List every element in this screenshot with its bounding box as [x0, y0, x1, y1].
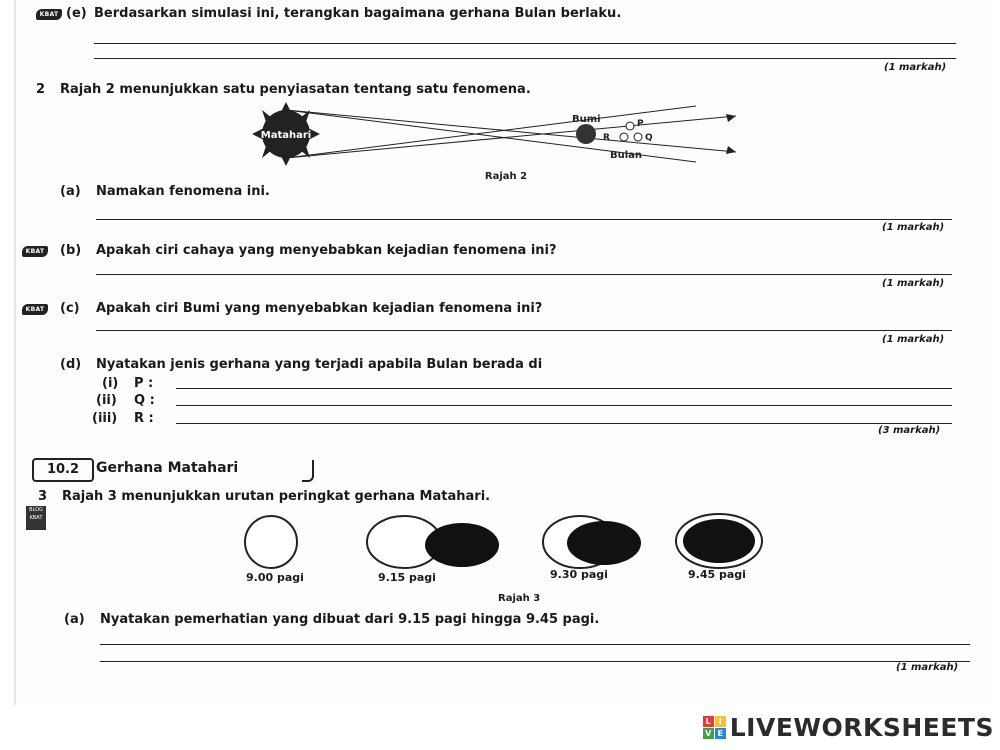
eclipse-phase-4 [674, 512, 764, 574]
earth-icon [576, 124, 596, 144]
section-title: Gerhana Matahari [96, 460, 239, 476]
figure-2-caption: Rajah 2 [484, 171, 528, 182]
question-2c-text: Apakah ciri Bumi yang menyebabkan kejadian fenomena ini? [96, 301, 543, 316]
label-r: R [603, 133, 610, 143]
answer-line-2a[interactable] [96, 219, 952, 220]
answer-line-2d-i[interactable] [176, 388, 952, 389]
section-heading [32, 458, 317, 480]
question-e-text: Berdasarkan simulasi ini, terangkan bagaimana gerhana Bulan berlaku. [94, 6, 622, 21]
question-2a-text: Namakan fenomena ini. [96, 184, 270, 199]
question-3-text: Rajah 3 menunjukkan urutan peringkat gerhana Matahari. [62, 489, 491, 504]
phase-2-time: 9.15 pagi [378, 571, 436, 584]
question-2d-ii-num: (ii) [96, 393, 117, 408]
marks-2c: (1 markah) [882, 334, 945, 345]
marks-2d: (3 markah) [878, 425, 941, 436]
marks-2a: (1 markah) [882, 222, 945, 233]
sun-label: Matahari [260, 130, 312, 141]
moon-disc-icon [567, 521, 641, 565]
eclipse-phase-2 [352, 514, 502, 574]
blog-kbat-tag: BLOG KBAT [26, 506, 46, 530]
answer-line-e-1[interactable] [94, 43, 956, 44]
answer-line-3a-2[interactable] [100, 661, 970, 662]
moon-q-icon [634, 133, 642, 141]
question-2d-iii-letter: R : [134, 411, 154, 426]
moon-p-icon [626, 122, 634, 130]
phase-4-time: 9.45 pagi [688, 568, 746, 581]
question-2d-i-num: (i) [102, 376, 119, 391]
kbat-icon: KBAT [22, 246, 48, 257]
moon-disc-icon [425, 523, 499, 567]
eclipse-phase-1 [218, 514, 324, 574]
eclipse-diagram [236, 100, 746, 185]
moon-label: Bulan [610, 150, 643, 161]
question-3a-label: (a) [64, 612, 85, 627]
question-2-number: 2 [36, 82, 46, 97]
eclipse-phase-3 [534, 514, 654, 574]
question-2d-text: Nyatakan jenis gerhana yang terjadi apabila Bulan berada di [96, 357, 543, 372]
question-2d-ii-letter: Q : [134, 393, 155, 408]
question-2c-label: (c) [60, 301, 80, 316]
marks-2b: (1 markah) [882, 278, 945, 289]
logo-text: LIVEWORKSHEETS [729, 712, 994, 742]
phase-3-time: 9.30 pagi [550, 568, 608, 581]
phase-1-time: 9.00 pagi [246, 571, 304, 584]
question-2-text: Rajah 2 menunjukkan satu penyiasatan tentang satu fenomena. [60, 82, 531, 97]
sun-disc-icon [245, 516, 297, 568]
answer-line-3a-1[interactable] [100, 644, 970, 645]
question-3a-text: Nyatakan pemerhatian yang dibuat dari 9.15 pagi hingga 9.45 pagi. [100, 612, 600, 627]
marks-3a: (1 markah) [896, 662, 959, 673]
question-2b-text: Apakah ciri cahaya yang menyebabkan kejadian fenomena ini? [96, 243, 557, 258]
answer-line-e-2[interactable] [94, 58, 956, 59]
section-brace [302, 460, 314, 482]
label-p: P [637, 119, 644, 129]
marks-e: (1 markah) [884, 62, 947, 73]
earth-label: Bumi [572, 114, 601, 125]
worksheet-page [14, 0, 988, 705]
question-2d-iii-num: (iii) [92, 411, 118, 426]
liveworksheets-logo [703, 710, 994, 744]
answer-line-2c[interactable] [96, 330, 952, 331]
question-2b-label: (b) [60, 243, 82, 258]
moon-r-icon [620, 133, 628, 141]
answer-line-2b[interactable] [96, 274, 952, 275]
answer-line-2d-ii[interactable] [176, 405, 952, 406]
kbat-icon: KBAT [22, 304, 48, 315]
question-2a-label: (a) [60, 184, 81, 199]
logo-mark-icon: L I V E [703, 716, 726, 739]
question-2d-i-letter: P : [134, 376, 154, 391]
label-q: Q [645, 133, 653, 143]
answer-line-2d-iii[interactable] [176, 423, 952, 424]
kbat-icon: KBAT [36, 9, 62, 20]
section-number: 10.2 [32, 458, 94, 482]
question-3-number: 3 [38, 489, 48, 504]
figure-3-caption: Rajah 3 [498, 593, 541, 604]
question-e-label: (e) [66, 6, 87, 21]
question-2d-label: (d) [60, 357, 82, 372]
moon-disc-icon [683, 519, 755, 563]
